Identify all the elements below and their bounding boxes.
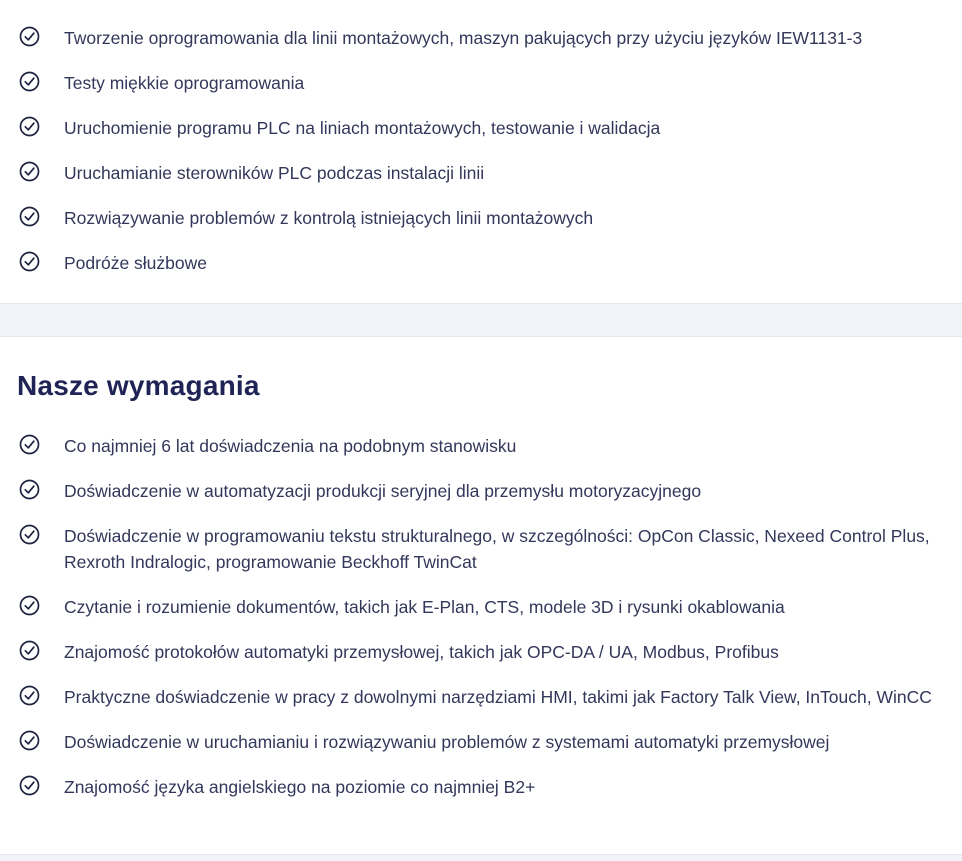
check-circle-icon	[19, 685, 40, 706]
list-item	[19, 70, 932, 96]
check-circle-icon	[19, 26, 40, 47]
responsibilities-list	[19, 25, 932, 295]
list-item-text: Co najmniej 6 lat doświadczenia na podobnym stanowisku	[64, 436, 517, 456]
check-circle-icon	[19, 251, 40, 272]
check-circle-icon	[19, 479, 40, 500]
list-item-text: Znajomość protokołów automatyki przemysłowej, takich jak OPC-DA / UA, Modbus, Profibus	[64, 642, 779, 662]
check-circle-icon	[19, 524, 40, 545]
list-item	[19, 160, 932, 186]
check-circle-icon	[19, 775, 40, 796]
check-circle-icon	[19, 161, 40, 182]
check-circle-icon	[19, 116, 40, 137]
list-item	[19, 478, 932, 504]
list-item-text: Doświadczenie w uruchamianiu i rozwiązywaniu problemów z systemami automatyki przemysłowej	[64, 732, 830, 752]
check-circle-icon	[19, 640, 40, 661]
requirements-list	[19, 433, 932, 819]
list-item-text: Uruchomienie programu PLC na liniach montażowych, testowanie i walidacja	[64, 118, 661, 138]
list-item	[19, 250, 932, 276]
list-item	[19, 684, 932, 710]
list-item-text: Uruchamianie sterowników PLC podczas instalacji linii	[64, 163, 485, 183]
list-item	[19, 774, 932, 800]
list-item-text: Podróże służbowe	[64, 253, 207, 273]
list-item-text: Czytanie i rozumienie dokumentów, takich jak E-Plan, CTS, modele 3D i rysunki okablowania	[64, 597, 785, 617]
responsibilities-section	[0, 0, 962, 304]
list-item	[19, 594, 932, 620]
list-item	[19, 729, 932, 755]
section-title: Nasze wymagania	[17, 370, 260, 401]
list-item-text: Znajomość języka angielskiego na poziomie co najmniej B2+	[64, 777, 536, 797]
list-item	[19, 523, 932, 575]
check-circle-icon	[19, 206, 40, 227]
list-item-text: Rozwiązywanie problemów z kontrolą istniejących linii montażowych	[64, 208, 594, 228]
list-item-text: Doświadczenie w programowaniu tekstu strukturalnego, w szczególności: OpCon Classic, Nexeed Control Plus, Rexroth Indralogic, programowanie Beckhoff TwinCat	[64, 526, 930, 572]
list-item-text: Testy miękkie oprogramowania	[64, 73, 305, 93]
check-circle-icon	[19, 434, 40, 455]
list-item	[19, 433, 932, 459]
check-circle-icon	[19, 71, 40, 92]
list-item	[19, 115, 932, 141]
list-item	[19, 25, 932, 51]
requirements-section	[0, 336, 962, 855]
list-item-text: Praktyczne doświadczenie w pracy z dowolnymi narzędziami HMI, takimi jak Factory Talk View, InTouch, WinCC	[64, 687, 932, 707]
check-circle-icon	[19, 730, 40, 751]
list-item	[19, 639, 932, 665]
list-item	[19, 205, 932, 231]
list-item-text: Doświadczenie w automatyzacji produkcji seryjnej dla przemysłu motoryzacyjnego	[64, 481, 702, 501]
list-item-text: Tworzenie oprogramowania dla linii montażowych, maszyn pakujących przy użyciu języków IEW1131-3	[64, 28, 863, 48]
check-circle-icon	[19, 595, 40, 616]
